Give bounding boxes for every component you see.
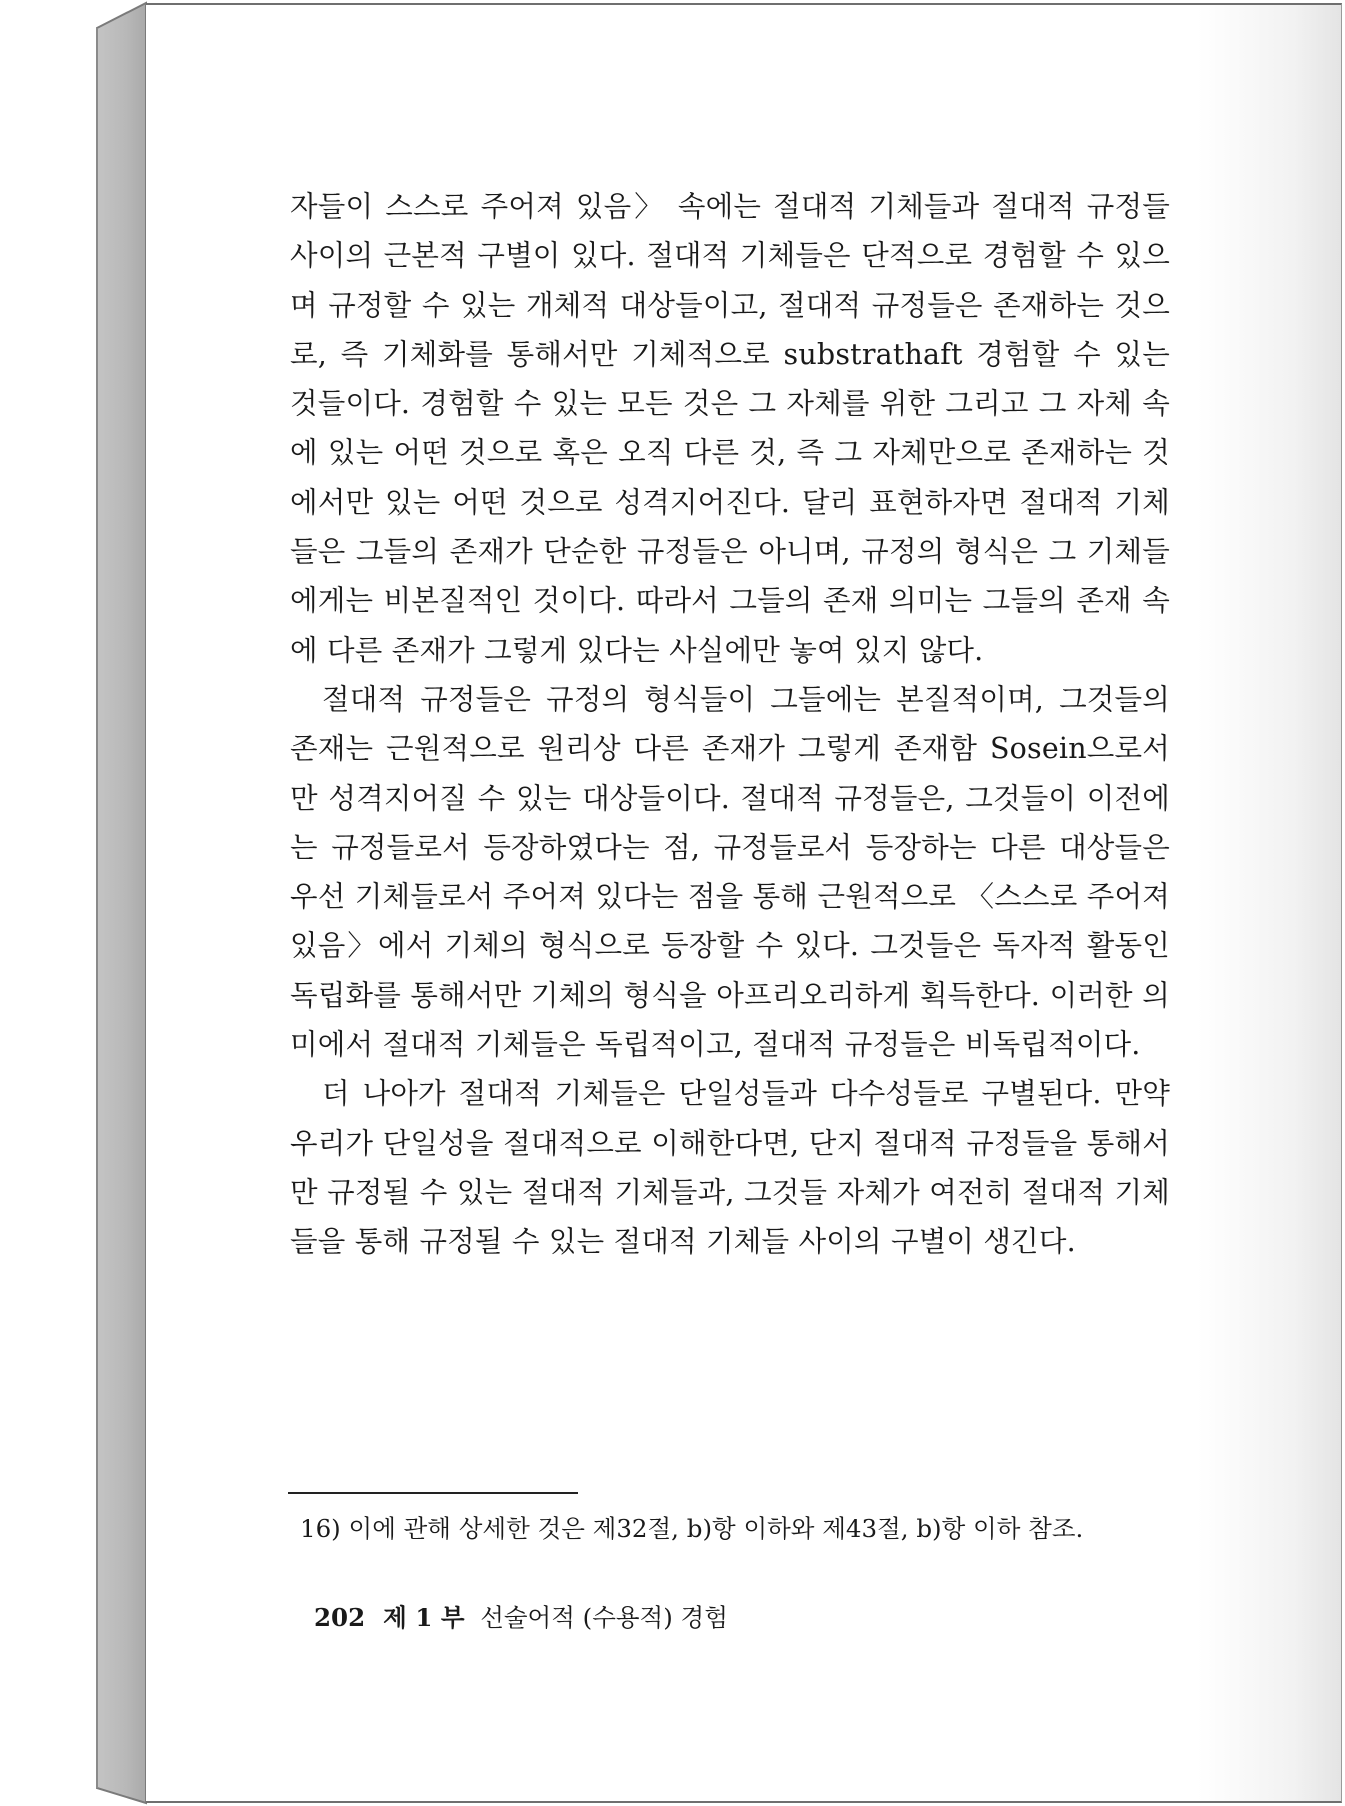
part-label: 제 1 부 (383, 1603, 465, 1632)
body-text (290, 182, 1170, 1267)
page-number: 202 (314, 1603, 366, 1632)
footnote-divider (288, 1492, 578, 1494)
footnote: 16) 이에 관해 상세한 것은 제32절, b)항 이하와 제43절, b)항 이하 참조. (300, 1514, 1084, 1543)
section-title: 선술어적 (수용적) 경험 (480, 1603, 728, 1632)
paragraph: 자들이 스스로 주어져 있음〉 속에는 절대적 기체들과 절대적 규정들 사이의 근본적 구별이 있다. 절대적 기체들은 단적으로 경험할 수 있으며 규정할 수 있는 개체적 대상들이고, 절대적 규정들은 존재하는 것으로, 즉 기체화를 통해서만 기체적으로 substrathaft 경험할 수 있는 것들이다. 경험할 수 있는 모든 것은 그 자체를 위한 그리고 그 자체 속에 있는 어떤 것으로 혹은 오직 다른 것, 즉 그 자체만으로 존재하는 것에서만 있는 어떤 것으로 성격지어진다. 달리 표현하자면 절대적 기체들은 그들의 존재가 단순한 규정들은 아니며, 규정의 형식은 그 기체들에게는 비본질적인 것이다. 따라서 그들의 존재 의미는 그들의 존재 속에 다른 존재가 그렇게 있다는 사실에만 놓여 있지 않다. (290, 190, 1170, 667)
paragraph: 더 나아가 절대적 기체들은 단일성들과 다수성들로 구별된다. 만약 우리가 단일성을 절대적으로 이해한다면, 단지 절대적 규정들을 통해서만 규정될 수 있는 절대적 기체들과, 그것들 자체가 여전히 절대적 기체들을 통해 규정될 수 있는 절대적 기체들 사이의 구별이 생긴다. (290, 1077, 1170, 1259)
running-footer (314, 1601, 728, 1635)
paragraph: 절대적 규정들은 규정의 형식들이 그들에는 본질적이며, 그것들의 존재는 근원적으로 원리상 다른 존재가 그렇게 존재함 Sosein으로서만 성격지어질 수 있는 대상들이다. 절대적 규정들은, 그것들이 이전에는 규정들로서 등장하였다는 점, 규정들로서 등장하는 다른 대상들은 우선 기체들로서 주어져 있다는 점을 통해 근원적으로 〈스스로 주어져 있음〉에서 기체의 형식으로 등장할 수 있다. 그것들은 독자적 활동인 독립화를 통해서만 기체의 형식을 아프리오리하게 획득한다. 이러한 의미에서 절대적 기체들은 독립적이고, 절대적 규정들은 비독립적이다. (290, 682, 1170, 1062)
